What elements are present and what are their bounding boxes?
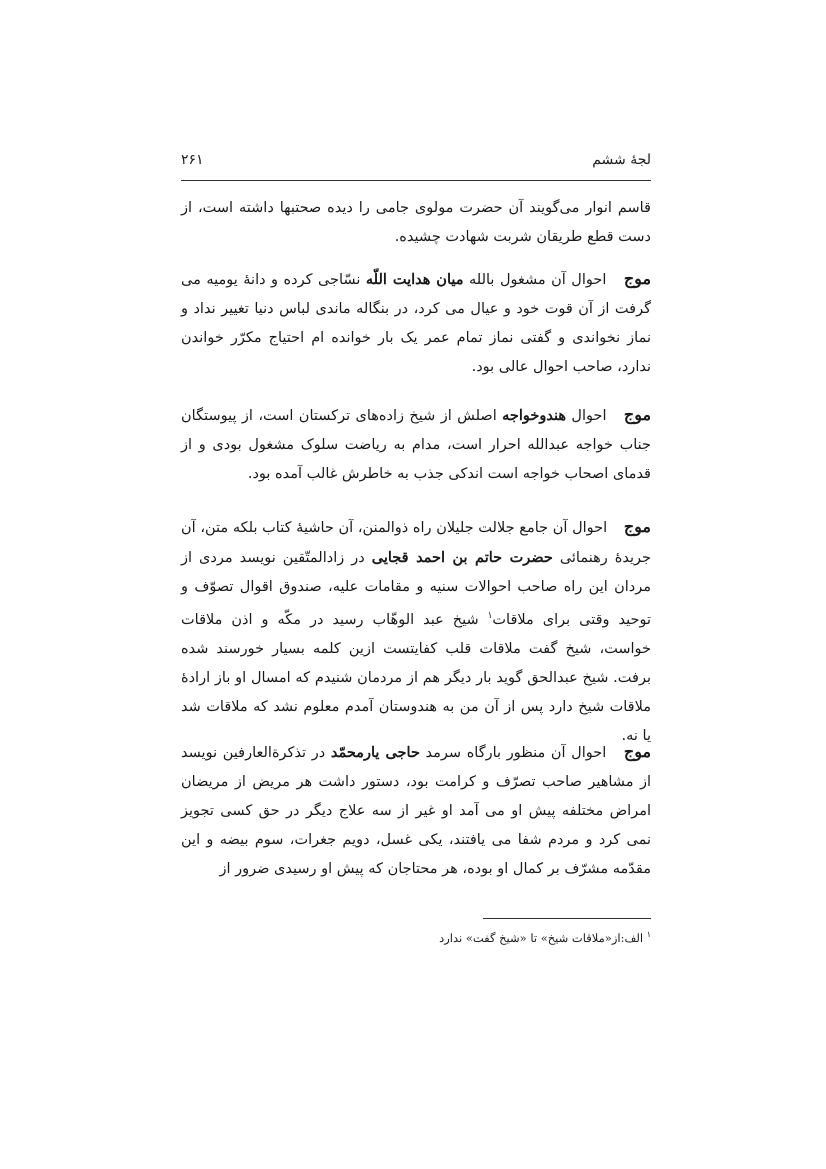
paragraph-text: در زادالمتّقین نویسد مردی از مردان این راه صاحب احوالات سنیه و مقامات علیه، صندوق اقوال تصوّف و توحید وقتی برای ملاقات <box>181 550 652 628</box>
paragraph-text: در تذکرةالعارفین نویسد از مشاهیر صاحب تصرّف و کرامت بود، دستور داشت هر مریض از مریضان امراض مختلفه پیش او می آمد او غیر از سه علاج دیگر در حق کسی تجویز نمی کرد و مردم شفا می یافتند، یکی غسل، دویم جغرات، سوم بیضه و این مقدّمه مشرّف بر کمال او بوده، هر محتاجان که پیش او رسیدی ضرور از <box>181 745 651 877</box>
paragraph-1 <box>181 194 651 252</box>
footnote-number: ۱ <box>646 930 651 939</box>
paragraph-text: نسّاجی کرده و دانهٔ یومیه می گرفت از آن قوت خود و عیال می کرد، در بنگاله ماندی لباس دنیا تغییر نداد و نماز نخواندی و گفتی نماز تمام عمر یک بار خوانده ام احتیاج مکرّر خواندن ندارد، صاحب احوال عالی بود. <box>181 272 651 375</box>
mawj-label: موج <box>623 517 651 536</box>
person-name: میان هدایت اللّه <box>365 271 464 288</box>
paragraph-4 <box>181 512 651 751</box>
mawj-label: موج <box>623 742 652 761</box>
paragraph-text: قاسم انوار می‌گویند آن حضرت مولوی جامی را دیده صحتبها داشته است، از دست قطع طریقان شربت شهادت چشیده. <box>181 200 651 245</box>
chapter-title: لجۀ ششم <box>592 152 651 168</box>
paragraph-2 <box>181 264 651 382</box>
person-name: حاجی یارمحمّد <box>330 744 420 761</box>
paragraph-3 <box>181 400 651 489</box>
paragraph-text: احوال آن منظور بارگاه سرمد <box>425 745 607 761</box>
footnote <box>181 925 651 948</box>
running-header <box>181 148 651 174</box>
person-name: هندوخواجه <box>502 407 567 424</box>
person-name: حضرت حاتم بن احمد قجایی <box>371 549 553 566</box>
paragraph-text: احوال <box>571 408 607 424</box>
paragraph-text: احوال آن جامع جلالت جلیلان راه ذوالمنن، آن حاشیهٔ کتاب بلکه متن، آن جریدهٔ رهنمائی <box>181 520 651 566</box>
paragraph-text: شیخ عبد الوهّاب رسید در مکّه و اذن ملاقات خواست، شیخ گفت ملاقات قلب کفایتست ازین کلمه بسیار خورسند شده برفت. شیخ عبدالحق گوید بار دیگر هم از مردمان شنیدم که امسال او باز ارادهٔ ملاقات شیخ دارد پس از آن من به هندوستان آمدم معلوم نشد که ملاقات شد یا نه. <box>181 611 651 744</box>
mawj-label: موج <box>623 269 652 288</box>
header-rule <box>181 180 651 181</box>
paragraph-text: احوال آن مشغول بالله <box>469 272 607 288</box>
footnote-text: الف:از«ملاقات شیخ» تا «شیخ گفت» ندارد <box>439 930 644 945</box>
paragraph-text: اصلش از شیخ زاده‌های ترکستان است، از پیوستگان جناب خواجه عبدالله احرار است، مدام به ریاضت سلوک مشغول بودی و از قدمای اصحاب خواجه است اندکی جذب به خاطرش غالب آمده بود. <box>181 408 651 482</box>
paragraph-5 <box>181 737 651 884</box>
footnote-rule <box>483 918 651 919</box>
page-number: ۲۶۱ <box>181 152 204 168</box>
mawj-label: موج <box>623 405 652 424</box>
footnote-ref[interactable]: ۱ <box>487 611 493 621</box>
